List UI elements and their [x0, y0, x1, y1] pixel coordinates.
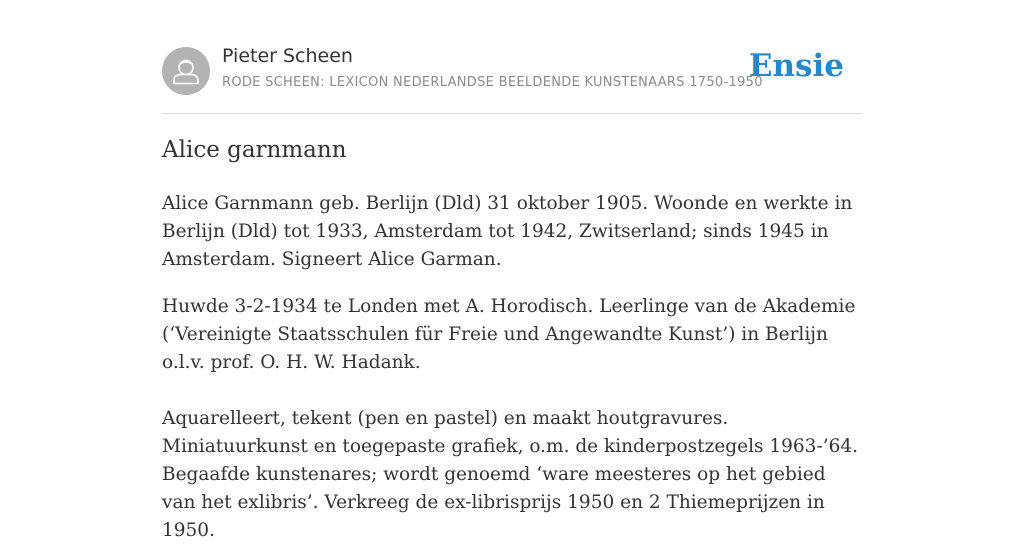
author-name[interactable]: Pieter Scheen [222, 45, 353, 67]
page-title: Alice garnmann [162, 137, 347, 163]
article-paragraph: Huwde 3-2-1934 te Londen met A. Horodisch. Leerlinge van de Akademie (‘Vereinigte Staatsschulen für Freie und Angewandte Kunst’) in Berlijn o.l.v. prof. O. H. W. Hadank. [162, 296, 856, 373]
header [162, 0, 862, 114]
avatar[interactable] [162, 47, 210, 95]
article-paragraph: Aquarelleert, tekent (pen en pastel) en maakt houtgravures. Miniatuurkunst en toegepaste grafiek, o.m. de kinderpostzegels 1963-’64. Begaafde kunstenares; wordt genoemd ‘ware meesteres op het gebied van het exlibris’. Verkreeg de ex-librisprijs 1950 en 2 Thiemeprijzen in 1950. [162, 408, 858, 541]
article-paragraph: Alice Garnmann geb. Berlijn (Dld) 31 oktober 1905. Woonde en werkte in Berlijn (Dld) tot 1933, Amsterdam tot 1942, Zwitserland; sinds 1945 in Amsterdam. Signeert Alice Garman. [162, 193, 853, 270]
page [162, 0, 862, 541]
user-icon [162, 47, 210, 95]
source-title[interactable]: RODE SCHEEN: LEXICON NEDERLANDSE BEELDENDE KUNSTENAARS 1750-1950 [222, 75, 763, 90]
ensie-logo[interactable]: Ensie [748, 48, 844, 84]
